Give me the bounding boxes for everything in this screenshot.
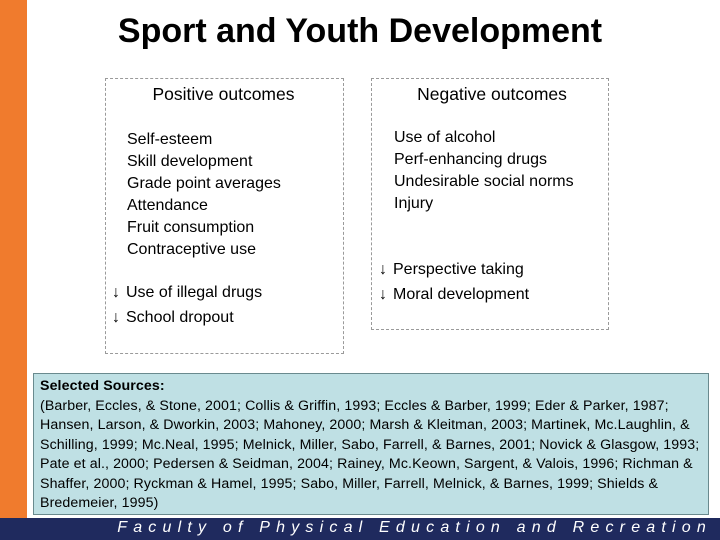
side-accent-bar — [0, 0, 27, 518]
positive-outcomes-list — [127, 129, 281, 261]
list-item: Use of alcohol — [394, 129, 496, 146]
sources-text: (Barber, Eccles, & Stone, 2001; Collis & Griffin, 1993; Eccles & Barber, 1999; Eder & Parker, 1987; Hansen, Larson, & Dworkin, 2003; Mahoney, 2000; Marsh & Kleitman, 2003; Martinek, Mc.Laughlin, & Schilling, 1999; Mc.Neal, 1995; Melnick, Miller, Sabo, Farrell, & Barnes, 2001; Novick & Glasgow, 1993; Pate et al., 2000; Pedersen & Seidman, 2004; Rainey, Mc.Keown, Sargent, & Valois, 1996; Richman & Shaffer, 2000; Ryckman & Hamel, 1995; Sabo, Miller, Farrell, Melnick, & Barnes, 1999; Shields & Bredemeier, 1995) — [40, 397, 700, 511]
list-item: Grade point averages — [127, 175, 281, 192]
footer-text: Faculty of Physical Education and Recreation — [117, 519, 712, 536]
list-item: Skill development — [127, 153, 253, 170]
list-item: ↓ Moral development — [379, 282, 529, 307]
footer-bar — [0, 518, 720, 540]
list-item: Fruit consumption — [127, 219, 255, 236]
list-item: Attendance — [127, 197, 208, 214]
down-arrow-icon: ↓ — [112, 309, 120, 326]
sources-label: Selected Sources: — [40, 378, 165, 394]
list-item: ↓ School dropout — [112, 305, 262, 330]
list-item: Self-esteem — [127, 131, 213, 148]
slide-title: Sport and Youth Development — [117, 12, 603, 50]
list-item: Contraceptive use — [127, 241, 256, 258]
down-arrow-icon: ↓ — [379, 261, 387, 278]
list-item: ↓ Use of illegal drugs — [112, 280, 262, 305]
list-item: Perf-enhancing drugs — [394, 151, 547, 168]
down-arrow-icon: ↓ — [112, 284, 120, 301]
list-item: Injury — [394, 195, 434, 212]
list-item: Undesirable social norms — [394, 173, 574, 190]
sources-panel — [33, 373, 709, 515]
positive-outcomes-heading: Positive outcomes — [152, 84, 295, 104]
negative-outcomes-heading: Negative outcomes — [417, 84, 567, 104]
list-item: ↓ Perspective taking — [379, 257, 529, 282]
negative-decreases-list — [379, 257, 529, 307]
positive-decreases-list — [112, 280, 262, 330]
down-arrow-icon: ↓ — [379, 286, 387, 303]
negative-outcomes-list — [394, 127, 574, 215]
